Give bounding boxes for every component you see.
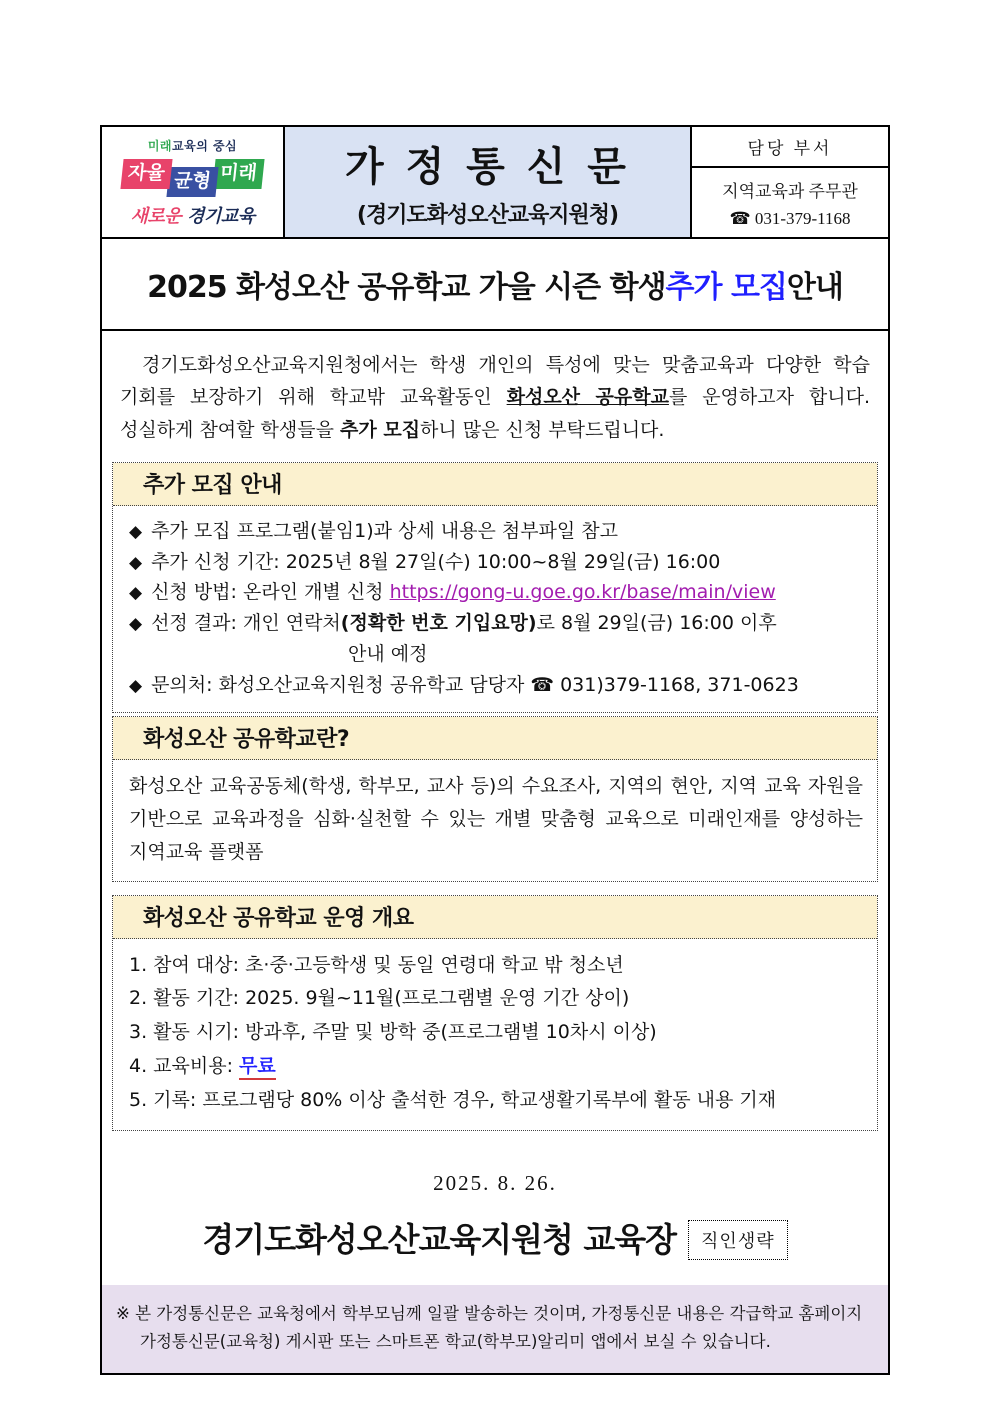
gyeonggi-education-logo	[102, 127, 283, 237]
logo-tagline	[148, 137, 237, 154]
recruit-bullet-result-bold: (정확한 번호 기입요망)	[340, 612, 537, 635]
doc-type-cell	[283, 127, 692, 237]
dept-label: 담당 부서	[692, 127, 888, 168]
section-about-body	[113, 760, 877, 880]
signature-line	[112, 1214, 878, 1261]
recruit-bullet-period	[129, 547, 867, 578]
section-recruit-heading: 추가 모집 안내	[113, 463, 877, 506]
section-overview	[112, 895, 878, 1131]
recruit-bullet-method	[129, 577, 867, 608]
diamond-bullet-icon: ◆	[129, 552, 143, 573]
signer-title: 경기도화성오산교육지원청 교육장	[202, 1219, 677, 1259]
logo-bottom-text	[131, 202, 255, 228]
recruit-bullet-result-cont: 안내 예정	[348, 642, 428, 665]
dept-info	[692, 168, 888, 237]
intro-recruit-bold: 추가 모집	[340, 418, 421, 441]
overview-item-cost-value: 무료	[239, 1055, 276, 1080]
logo-bottom-rest: 경기교육	[181, 205, 255, 227]
diamond-bullet-icon: ◆	[129, 675, 143, 696]
intro-text-2: 를 운영하고자 합니다. 성실하게 참여할 학생들을	[120, 386, 870, 441]
contact-cell	[692, 127, 888, 237]
recruit-bullet-period-text: 추가 신청 기간: 2025년 8월 27일(수) 10:00~8월 29일(금) 16:00	[151, 550, 721, 573]
notice-title	[102, 237, 888, 329]
newsletter-document	[100, 125, 890, 1375]
recruit-bullet-contact	[129, 670, 867, 701]
footer-note-line2: 가정통신문(교육청) 게시판 또는 스마트폰 학교(학부모)알리미 앱에서 보실 수 있습니다.	[140, 1331, 771, 1351]
logo-tagline-highlight: 미래	[147, 138, 173, 153]
notice-title-pre: 2025 화성오산 공유학교 가을 시즌 학생	[147, 270, 666, 305]
notice-title-highlight: 추가 모집	[665, 270, 787, 305]
notice-title-post: 안내	[786, 270, 843, 305]
logo-box-autonomy: 자율	[121, 159, 173, 189]
section-recruit-info	[112, 462, 878, 714]
footer-note-line1: ※ 본 가정통신문은 교육청에서 학부모님께 일괄 발송하는 것이며, 가정통신문 내용은 각급학교 홈페이지	[116, 1303, 863, 1323]
logo-tagline-rest: 교육의 중심	[172, 138, 238, 153]
issue-date: 2025. 8. 26.	[433, 1170, 557, 1195]
footer-note	[102, 1285, 888, 1373]
diamond-bullet-icon: ◆	[129, 521, 143, 542]
recruit-bullet-method-text: 신청 방법: 온라인 개별 신청	[151, 581, 390, 604]
doc-type-title: 가 정 통 신 문	[345, 144, 630, 190]
overview-item-record: 5. 기록: 프로그램당 80% 이상 출석한 경우, 학교생활기록부에 활동 내용 기재	[129, 1088, 777, 1111]
document-header	[102, 127, 888, 237]
intro-school-name: 화성오산 공유학교	[506, 386, 669, 409]
section-overview-body	[113, 939, 877, 1130]
diamond-bullet-icon: ◆	[129, 614, 143, 635]
intro-text-1: 경기도화성오산교육지원청에서는 학생 개인의 특성에 맞는 맞춤교육과 다양한 학습 기회를 보장하기 위해 학교밖 교육활동인	[120, 354, 870, 409]
section-overview-heading: 화성오산 공유학교 운영 개요	[113, 896, 877, 939]
section-about-heading: 화성오산 공유학교란?	[113, 717, 877, 760]
dept-phone: ☎ 031-379-1168	[729, 208, 851, 228]
section-gap	[112, 885, 878, 895]
overview-item-cost-label: 4. 교육비용:	[129, 1054, 240, 1077]
recruit-bullet-result-post: 로 8월 29일(금) 16:00 이후	[536, 612, 777, 635]
diamond-bullet-icon: ◆	[129, 583, 143, 604]
overview-item-target: 1. 참여 대상: 초·중·고등학생 및 동일 연령대 학교 밖 청소년	[129, 953, 624, 976]
intro-text-3: 하니 많은 신청 부탁드립니다.	[420, 418, 665, 441]
about-description: 화성오산 교육공동체(학생, 학부모, 교사 등)의 수요조사, 지역의 현안, 지역 교육 자원을 기반으로 교육과정을 심화·실천할 수 있는 개별 맞춤형 교육으로 미래인재를 양성하는 지역교육 플랫폼	[129, 775, 863, 863]
recruit-bullet-program-text: 추가 모집 프로그램(붙임1)과 상세 내용은 첨부파일 참고	[151, 519, 619, 542]
recruit-bullet-program	[129, 516, 867, 547]
dept-name: 지역교육과 주무관	[722, 181, 858, 201]
doc-org-name: (경기도화성오산교육지원청)	[356, 203, 619, 228]
overview-item-period: 2. 활동 기간: 2025. 9월~11월(프로그램별 운영 기간 상이)	[129, 987, 630, 1010]
application-link[interactable]: https://gong-u.goe.go.kr/base/main/view	[389, 581, 776, 604]
logo-box-future: 미래	[212, 159, 264, 189]
overview-item-time: 3. 활동 시기: 방과후, 주말 및 방학 중(프로그램별 10차시 이상)	[129, 1021, 657, 1044]
document-body	[102, 329, 888, 1261]
logo-box-balance: 균형	[167, 167, 219, 197]
recruit-bullet-result	[129, 608, 867, 639]
logo-boxes	[122, 159, 262, 197]
stamp-omitted-box: 직인생략	[688, 1220, 788, 1260]
intro-paragraph	[120, 349, 870, 446]
recruit-bullet-result-pre: 선정 결과: 개인 연락처	[151, 612, 341, 635]
section-recruit-body	[113, 506, 877, 713]
logo-bottom-highlight: 새로운	[130, 205, 182, 227]
overview-item-cost	[129, 1050, 867, 1084]
section-about	[112, 716, 878, 881]
recruit-bullet-contact-text: 문의처: 화성오산교육지원청 공유학교 담당자 ☎ 031)379-1168, 371-0623	[151, 673, 799, 696]
